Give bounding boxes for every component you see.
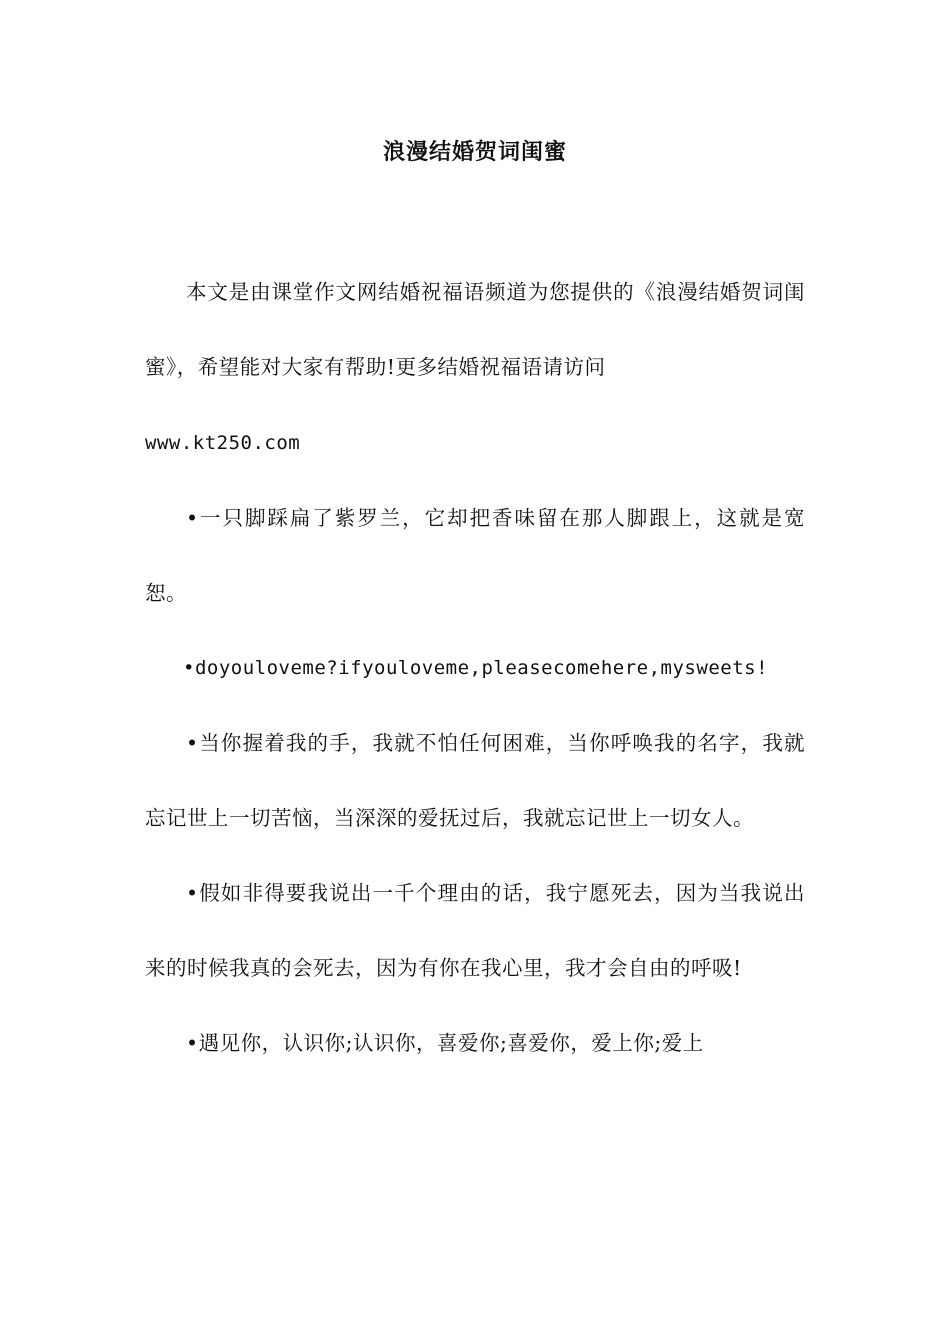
paragraph-2: •doyouloveme?ifyouloveme,pleasecomehere,mysweets! bbox=[183, 657, 769, 679]
intro-paragraph bbox=[145, 255, 805, 481]
paragraph-1: •一只脚踩扁了紫罗兰，它却把香味留在那人脚跟上，这就是宽恕。 bbox=[145, 506, 805, 605]
paragraph-5: •遇见你，认识你;认识你，喜爱你;喜爱你，爱上你;爱上 bbox=[186, 1031, 704, 1055]
paragraph-3: •当你握着我的手，我就不怕任何困难，当你呼唤我的名字，我就忘记世上一切苦恼，当深深的爱抚过后，我就忘记世上一切女人。 bbox=[145, 731, 805, 830]
intro-url: www.kt250.com bbox=[145, 432, 301, 454]
paragraph-4: •假如非得要我说出一千个理由的话，我宁愿死去，因为当我说出来的时候我真的会死去，因为有你在我心里，我才会自由的呼吸! bbox=[145, 881, 805, 980]
intro-text: 本文是由课堂作文网结婚祝福语频道为您提供的《浪漫结婚贺词闺蜜》，希望能对大家有帮助!更多结婚祝福语请访问 bbox=[145, 280, 805, 379]
document-title: 浪漫结婚贺词闺蜜 bbox=[382, 139, 567, 165]
document-body bbox=[145, 255, 805, 1081]
